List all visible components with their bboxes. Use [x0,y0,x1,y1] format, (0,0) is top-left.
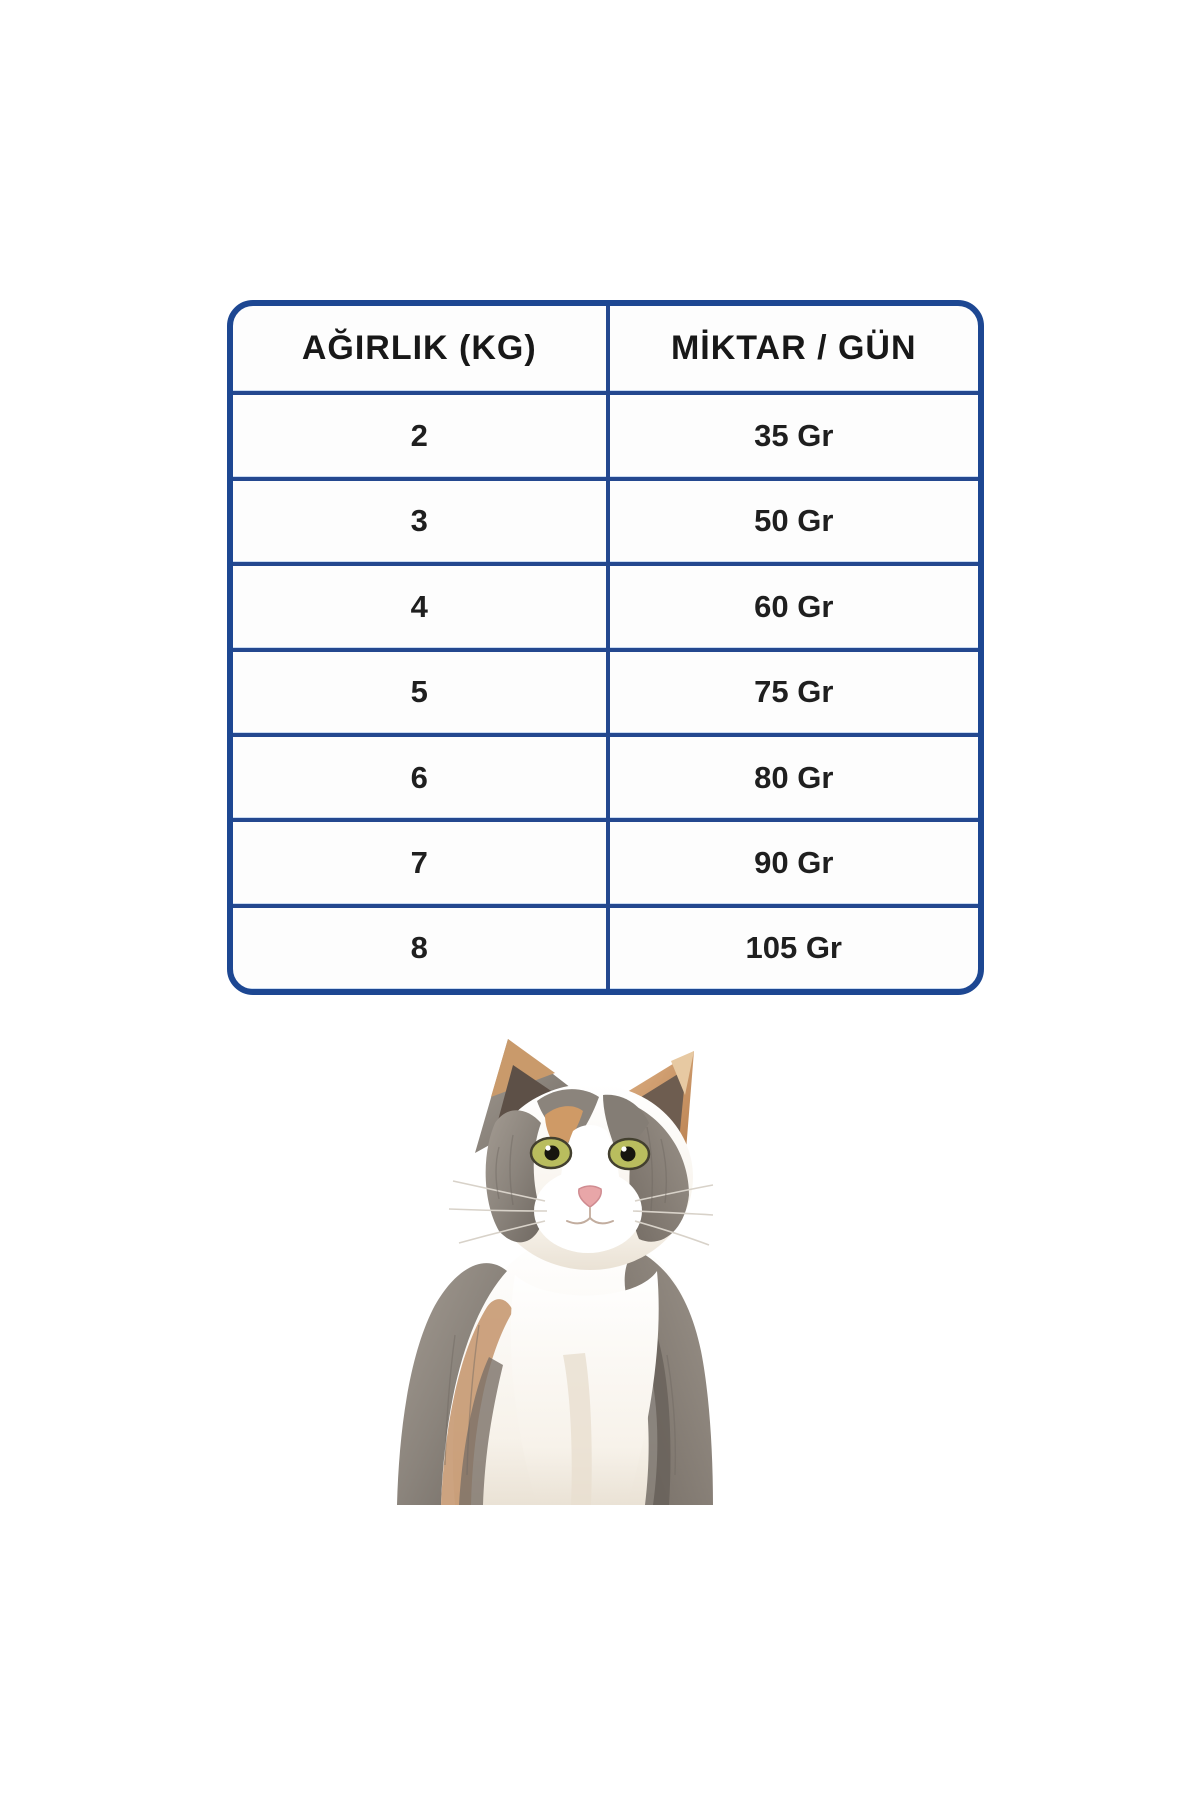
weight-cell: 2 [233,391,606,476]
amount-cell: 75 Gr [606,648,979,733]
feeding-table [227,300,984,995]
weight-cell: 5 [233,648,606,733]
weight-cell: 6 [233,733,606,818]
weight-cell: 8 [233,904,606,989]
weight-cell: 4 [233,562,606,647]
header-weight: AĞIRLIK (KG) [233,306,606,391]
cat-photo [395,1035,715,1505]
amount-cell: 80 Gr [606,733,979,818]
amount-cell: 50 Gr [606,477,979,562]
amount-cell: 105 Gr [606,904,979,989]
cat-eye-left [531,1138,571,1168]
weight-cell: 3 [233,477,606,562]
weight-cell: 7 [233,818,606,903]
cat-head [486,1084,693,1270]
amount-cell: 90 Gr [606,818,979,903]
amount-cell: 60 Gr [606,562,979,647]
header-amount: MİKTAR / GÜN [606,306,979,391]
amount-cell: 35 Gr [606,391,979,476]
cat-eye-right [609,1139,649,1169]
